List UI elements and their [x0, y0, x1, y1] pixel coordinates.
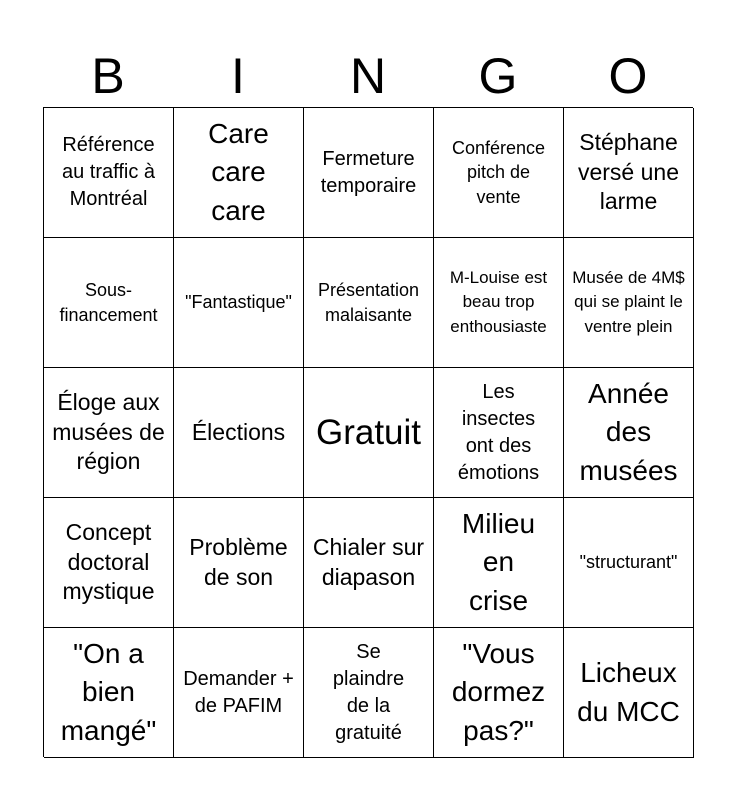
bingo-cell[interactable] [174, 628, 304, 758]
cell-text: "Fantastique" [185, 292, 292, 313]
bingo-cell[interactable] [44, 368, 174, 498]
bingo-cell[interactable] [174, 108, 304, 238]
bingo-cell[interactable] [434, 628, 564, 758]
bingo-cell[interactable] [564, 368, 694, 498]
cell-text: Conférence pitch de vente [451, 138, 546, 207]
cell-text: Sous-financement [59, 280, 158, 325]
cell-text: Gratuit [315, 412, 422, 452]
cell-text: Année des musées [579, 377, 678, 486]
cell-text: Concept doctoral mystique [62, 518, 155, 605]
bingo-cell[interactable] [434, 108, 564, 238]
header-letter-b: B [91, 48, 125, 104]
cell-text: Stéphane versé une larme [577, 128, 679, 215]
cell-text: Présentation malaisante [317, 280, 420, 325]
cell-text: Musée de 4M$ qui se plaint le ventre plein [572, 267, 685, 336]
bingo-cell[interactable] [44, 108, 174, 238]
bingo-cell[interactable] [174, 368, 304, 498]
bingo-cell[interactable] [174, 238, 304, 368]
cell-text: Éloge aux musées de région [52, 388, 165, 475]
cell-text: Care care care [208, 117, 269, 226]
bingo-cell[interactable] [44, 498, 174, 628]
bingo-cell[interactable] [44, 238, 174, 368]
bingo-cell[interactable] [564, 628, 694, 758]
bingo-board [43, 107, 693, 757]
header-letter-g: G [478, 48, 518, 104]
bingo-cell[interactable] [304, 628, 434, 758]
cell-text: Chialer sur diapason [312, 533, 425, 590]
bingo-cell[interactable] [564, 238, 694, 368]
cell-text: Se plaindre de la gratuité [332, 640, 405, 744]
cell-text: Milieu en crise [461, 507, 536, 616]
cell-text: Fermeture temporaire [320, 147, 417, 197]
cell-text: "On a bien mangé" [60, 637, 157, 746]
cell-text: Référence au traffic à Montréal [61, 134, 156, 210]
cell-text: "Vous dormez pas?" [451, 637, 546, 746]
cell-text: Licheux du MCC [577, 656, 680, 727]
cell-text: Problème de son [189, 533, 288, 590]
bingo-cell[interactable] [434, 368, 564, 498]
bingo-cell[interactable] [304, 498, 434, 628]
bingo-cell[interactable] [564, 498, 694, 628]
header-letter-o: O [608, 48, 648, 104]
cell-text: Les insectes ont des émotions [457, 380, 540, 484]
bingo-cell[interactable] [564, 108, 694, 238]
cell-text: M-Louise est beau trop enthousiaste [449, 267, 548, 336]
bingo-cell[interactable] [174, 498, 304, 628]
bingo-cell[interactable] [434, 238, 564, 368]
bingo-cell[interactable] [434, 498, 564, 628]
bingo-header [43, 48, 693, 104]
bingo-cell[interactable] [44, 628, 174, 758]
bingo-cell[interactable] [304, 108, 434, 238]
header-letter-i: I [231, 48, 245, 104]
cell-text: Élections [191, 418, 286, 445]
cell-text: "structurant" [579, 552, 678, 573]
bingo-cell[interactable] [304, 238, 434, 368]
header-letter-n: N [349, 48, 387, 104]
cell-text: Demander + de PAFIM [183, 667, 294, 717]
bingo-cell[interactable] [304, 368, 434, 498]
